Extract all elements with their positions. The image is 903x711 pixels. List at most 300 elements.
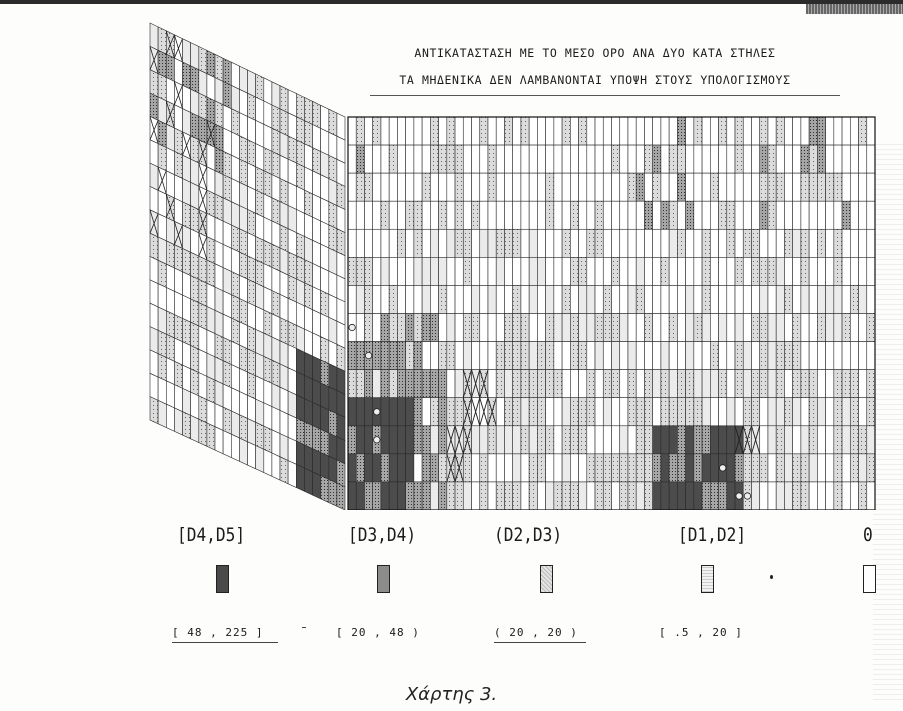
map-cell <box>215 310 223 337</box>
map-cell <box>304 329 312 356</box>
map-cell <box>207 307 215 334</box>
map-cell <box>264 264 272 291</box>
map-cell <box>422 257 430 285</box>
map-cell <box>620 342 628 370</box>
map-cell <box>191 206 199 233</box>
map-cell <box>231 434 239 461</box>
map-cell <box>215 147 223 174</box>
map-cell <box>513 257 521 285</box>
map-cell <box>381 117 389 145</box>
map-cell <box>272 314 280 341</box>
map-cell <box>397 117 405 145</box>
map-cell <box>842 229 850 257</box>
map-cell <box>612 117 620 145</box>
map-cell <box>801 229 809 257</box>
map-cell <box>397 426 405 454</box>
map-cell <box>612 145 620 173</box>
map-cell <box>406 370 414 398</box>
map-cell <box>215 194 223 221</box>
map-cell <box>529 257 537 285</box>
map-cell <box>239 275 247 302</box>
map-cell <box>280 155 288 182</box>
map-cell <box>389 257 397 285</box>
map-cell <box>288 368 296 395</box>
map-cell <box>356 454 364 482</box>
map-cell <box>504 285 512 313</box>
map-cell <box>348 173 356 201</box>
map-cell <box>406 342 414 370</box>
map-cell <box>158 330 166 357</box>
map-cell <box>776 117 784 145</box>
map-cell <box>537 117 545 145</box>
map-cell <box>296 348 304 375</box>
map-cell <box>529 229 537 257</box>
map-cell <box>313 125 321 152</box>
map-cell <box>784 398 792 426</box>
map-cell <box>661 173 669 201</box>
map-cell <box>215 264 223 291</box>
map-cell <box>801 257 809 285</box>
map-cell <box>595 229 603 257</box>
map-cell <box>174 175 182 202</box>
map-cell <box>612 285 620 313</box>
map-cell <box>304 375 312 402</box>
map-cell <box>867 145 875 173</box>
map-cell <box>743 173 751 201</box>
map-cell <box>702 201 710 229</box>
map-cell <box>439 173 447 201</box>
map-cell <box>702 482 710 510</box>
map-cell <box>776 229 784 257</box>
map-cell <box>859 285 867 313</box>
map-cell <box>562 173 570 201</box>
map-cell <box>447 173 455 201</box>
map-cell <box>793 145 801 173</box>
map-cell <box>710 454 718 482</box>
map-cell <box>364 426 372 454</box>
map-cell <box>239 89 247 116</box>
map-cell <box>710 145 718 173</box>
map-cell <box>513 285 521 313</box>
map-cell <box>158 214 166 241</box>
map-cell <box>207 213 215 240</box>
map-cell <box>158 307 166 334</box>
map-cell <box>727 370 735 398</box>
map-cell <box>727 257 735 285</box>
map-cell <box>296 441 304 468</box>
map-cell <box>304 144 312 171</box>
map-cell <box>356 229 364 257</box>
map-cell <box>422 398 430 426</box>
map-cell <box>801 117 809 145</box>
map-cell <box>496 342 504 370</box>
map-cell <box>348 454 356 482</box>
map-cell <box>455 482 463 510</box>
map-cell <box>842 173 850 201</box>
map-cell <box>603 454 611 482</box>
map-cell <box>455 285 463 313</box>
map-cell <box>373 482 381 510</box>
map-cell <box>364 145 372 173</box>
map-cell <box>356 314 364 342</box>
map-cell <box>321 476 329 503</box>
map-cell <box>313 287 321 314</box>
map-cell <box>850 173 858 201</box>
map-cell <box>356 117 364 145</box>
map-cell <box>809 398 817 426</box>
map-cell <box>776 426 784 454</box>
map-cell <box>694 342 702 370</box>
map-cell <box>248 140 256 167</box>
map-cell <box>488 145 496 173</box>
map-cell <box>321 152 329 179</box>
map-cell <box>842 117 850 145</box>
map-cell <box>719 117 727 145</box>
map-cell <box>304 260 312 287</box>
map-cell <box>768 314 776 342</box>
map-cell <box>612 426 620 454</box>
map-cell <box>231 178 239 205</box>
map-cell <box>480 314 488 342</box>
circle-marker <box>374 409 380 415</box>
map-cell <box>834 454 842 482</box>
map-cell <box>570 426 578 454</box>
map-cell <box>231 248 239 275</box>
map-cell <box>337 298 345 325</box>
map-cell <box>191 89 199 116</box>
map-cell <box>150 350 158 377</box>
map-cell <box>329 155 337 182</box>
legend-class-label: [D4,D5] <box>177 524 246 546</box>
map-cell <box>439 370 447 398</box>
map-cell <box>150 23 158 50</box>
map-cell <box>313 310 321 337</box>
map-cell <box>430 173 438 201</box>
map-cell <box>256 120 264 147</box>
map-cell <box>406 173 414 201</box>
map-cell <box>686 117 694 145</box>
map-cell <box>546 482 554 510</box>
map-cell <box>702 229 710 257</box>
map-cell <box>488 426 496 454</box>
map-cell <box>348 201 356 229</box>
map-cell <box>337 275 345 302</box>
map-cell <box>579 145 587 173</box>
map-cell <box>304 213 312 240</box>
map-cell <box>480 285 488 313</box>
map-cell <box>727 482 735 510</box>
map-cell <box>321 128 329 155</box>
map-cell <box>867 342 875 370</box>
map-cell <box>406 117 414 145</box>
map-cell <box>280 248 288 275</box>
map-cell <box>702 285 710 313</box>
map-cell <box>751 454 759 482</box>
map-cell <box>488 454 496 482</box>
map-cell <box>150 233 158 260</box>
map-cell <box>288 345 296 372</box>
map-cell <box>463 257 471 285</box>
map-cell <box>751 173 759 201</box>
map-cell <box>373 145 381 173</box>
map-cell <box>381 342 389 370</box>
map-cell <box>231 109 239 136</box>
map-cell <box>223 291 231 318</box>
map-cell <box>191 136 199 163</box>
map-cell <box>521 398 529 426</box>
map-cell <box>801 426 809 454</box>
map-cell <box>313 472 321 499</box>
map-cell <box>529 370 537 398</box>
map-cell <box>272 383 280 410</box>
map-cell <box>496 370 504 398</box>
map-cell <box>439 145 447 173</box>
map-cell <box>826 454 834 482</box>
map-cell <box>644 342 652 370</box>
map-cell <box>389 482 397 510</box>
map-cell <box>463 117 471 145</box>
map-cell <box>288 437 296 464</box>
map-cell <box>834 145 842 173</box>
map-cell <box>554 117 562 145</box>
map-cell <box>447 314 455 342</box>
map-cell <box>529 173 537 201</box>
map-cell <box>455 257 463 285</box>
map-cell <box>620 117 628 145</box>
map-cell <box>644 229 652 257</box>
map-cell <box>414 342 422 370</box>
map-cell <box>272 82 280 109</box>
map-cell <box>776 342 784 370</box>
map-cell <box>653 426 661 454</box>
map-cell <box>373 314 381 342</box>
map-cell <box>150 93 158 120</box>
map-cell <box>669 285 677 313</box>
map-cell <box>256 353 264 380</box>
legend-swatch <box>701 565 714 593</box>
map-cell <box>809 173 817 201</box>
map-cell <box>439 201 447 229</box>
map-cell <box>537 314 545 342</box>
map-cell <box>288 90 296 117</box>
map-cell <box>842 482 850 510</box>
map-cell <box>215 124 223 151</box>
map-cell <box>191 392 199 419</box>
map-cell <box>784 314 792 342</box>
map-cell <box>231 295 239 322</box>
map-cell <box>521 482 529 510</box>
map-cell <box>537 257 545 285</box>
map-cell <box>422 285 430 313</box>
map-cell <box>719 482 727 510</box>
map-cell <box>801 370 809 398</box>
map-cell <box>809 426 817 454</box>
map-cell <box>768 117 776 145</box>
map-cell <box>480 117 488 145</box>
map-cell <box>264 333 272 360</box>
map-cell <box>455 398 463 426</box>
map-cell <box>784 173 792 201</box>
map-cell <box>817 398 825 426</box>
map-cell <box>727 229 735 257</box>
map-cell <box>595 398 603 426</box>
map-cell <box>661 314 669 342</box>
map-cell <box>447 285 455 313</box>
map-cell <box>727 201 735 229</box>
map-cell <box>430 229 438 257</box>
map-cell <box>158 97 166 124</box>
map-cell <box>834 201 842 229</box>
map-cell <box>280 271 288 298</box>
map-cell <box>850 398 858 426</box>
map-cell <box>166 218 174 245</box>
map-cell <box>447 398 455 426</box>
map-cell <box>743 398 751 426</box>
map-cell <box>644 370 652 398</box>
legend-class-label: [D1,D2] <box>678 524 747 546</box>
map-cell <box>455 117 463 145</box>
map-cell <box>562 426 570 454</box>
map-cell <box>751 342 759 370</box>
map-cell <box>256 376 264 403</box>
map-cell <box>288 229 296 256</box>
map-cell <box>735 285 743 313</box>
map-cell <box>809 117 817 145</box>
map-cell <box>513 342 521 370</box>
map-cell <box>389 370 397 398</box>
map-cell <box>842 370 850 398</box>
map-cell <box>422 117 430 145</box>
map-cell <box>636 229 644 257</box>
map-cell <box>677 229 685 257</box>
map-cell <box>414 257 422 285</box>
map-cell <box>304 352 312 379</box>
map-cell <box>867 314 875 342</box>
map-cell <box>264 124 272 151</box>
map-cell <box>313 240 321 267</box>
map-cell <box>313 101 321 128</box>
map-cell <box>364 285 372 313</box>
legend-range: [ .5 , 20 ] <box>659 626 743 639</box>
map-cell <box>191 322 199 349</box>
map-cell <box>735 454 743 482</box>
map-cell <box>256 260 264 287</box>
map-cell <box>817 314 825 342</box>
map-cell <box>329 179 337 206</box>
map-cell <box>321 383 329 410</box>
map-cell <box>439 398 447 426</box>
map-cell <box>562 229 570 257</box>
map-cell <box>183 202 191 229</box>
map-cell <box>521 426 529 454</box>
map-cell <box>272 175 280 202</box>
map-cell <box>636 257 644 285</box>
map-cell <box>793 426 801 454</box>
map-cell <box>727 173 735 201</box>
map-cell <box>447 229 455 257</box>
map-cell <box>677 426 685 454</box>
map-cell <box>636 314 644 342</box>
scan-mark <box>302 627 306 628</box>
map-cell <box>439 257 447 285</box>
map-cell <box>784 229 792 257</box>
map-cell <box>329 271 337 298</box>
map-cell <box>850 314 858 342</box>
map-cell <box>694 201 702 229</box>
map-cell <box>628 398 636 426</box>
map-cell <box>735 370 743 398</box>
map-cell <box>719 257 727 285</box>
map-cell <box>296 233 304 260</box>
map-cell <box>554 454 562 482</box>
map-cell <box>776 314 784 342</box>
map-cell <box>397 145 405 173</box>
map-cell <box>472 229 480 257</box>
map-cell <box>735 117 743 145</box>
map-cell <box>356 342 364 370</box>
map-cell <box>644 426 652 454</box>
map-cell <box>280 364 288 391</box>
map-cell <box>760 342 768 370</box>
map-cell <box>776 257 784 285</box>
map-cell <box>215 287 223 314</box>
map-cell <box>150 187 158 214</box>
map-cell <box>768 398 776 426</box>
map-cell <box>248 233 256 260</box>
map-cell <box>719 201 727 229</box>
map-cell <box>191 346 199 373</box>
map-cell <box>463 482 471 510</box>
map-cell <box>702 117 710 145</box>
map-cell <box>784 370 792 398</box>
map-cell <box>661 117 669 145</box>
map-cell <box>364 117 372 145</box>
map-cell <box>644 257 652 285</box>
map-cell <box>521 370 529 398</box>
map-cell <box>207 237 215 264</box>
map-cell <box>239 182 247 209</box>
map-cell <box>760 482 768 510</box>
map-cell <box>397 229 405 257</box>
map-cell <box>381 229 389 257</box>
map-cell <box>166 241 174 268</box>
map-cell <box>834 229 842 257</box>
map-cell <box>562 145 570 173</box>
map-cell <box>809 454 817 482</box>
map-cell <box>554 145 562 173</box>
map-cell <box>653 342 661 370</box>
map-cell <box>867 398 875 426</box>
map-cell <box>207 283 215 310</box>
map-cell <box>207 144 215 171</box>
map-cell <box>272 267 280 294</box>
map-cell <box>743 285 751 313</box>
map-cell <box>406 398 414 426</box>
map-cell <box>776 201 784 229</box>
map-cell <box>256 144 264 171</box>
map-cell <box>546 229 554 257</box>
map-cell <box>480 342 488 370</box>
map-cell <box>686 257 694 285</box>
map-cell <box>817 229 825 257</box>
map-cell <box>472 117 480 145</box>
map-cell <box>158 50 166 77</box>
map-cell <box>329 109 337 136</box>
map-cell <box>280 410 288 437</box>
map-cell <box>727 454 735 482</box>
map-cell <box>321 105 329 132</box>
map-cell <box>595 426 603 454</box>
